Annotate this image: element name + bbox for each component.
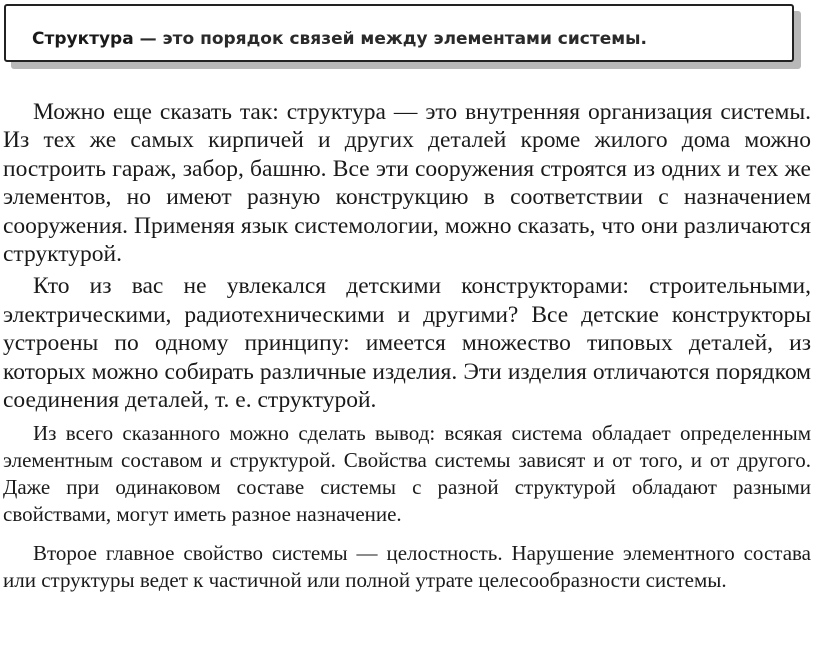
- definition-text: — это порядок связей между элементами системы.: [133, 29, 647, 49]
- definition-box: [4, 4, 794, 62]
- paragraph-4: Второе главное свойство системы — целостность. Нарушение элементного состава или структуры ведет к частичной или полной утрате целесообразности системы.: [3, 541, 811, 593]
- paragraph-3: Из всего сказанного можно сделать вывод: всякая система обладает определенным элементным составом и структурой. Свойства системы зависят и от того, и от другого. Даже при одинаковом составе системы с разной структурой обладают разными свойствами, могут иметь разное назначение.: [3, 421, 811, 527]
- paragraph-2: Кто из вас не увлекался детскими конструкторами: строительными, электрическими, радиотехническими и другими? Все детские конструкторы устроены по одному принципу: имеется множество типовых деталей, из которых можно собирать различные изделия. Эти изделия отличаются порядком соединения деталей, т. е. структурой.: [3, 273, 811, 414]
- paragraph-1: Можно еще сказать так: структура — это внутренняя организация системы. Из тех же самых кирпичей и других деталей кроме жилого дома можно построить гараж, забор, башню. Все эти сооружения строятся из одних и тех же элементов, но имеют разную конструкцию в соответствии с назначением сооружения. Применяя язык системологии, можно сказать, что они различаются структурой.: [3, 99, 811, 268]
- definition-term: Структура: [32, 29, 134, 49]
- body-text: [3, 98, 811, 594]
